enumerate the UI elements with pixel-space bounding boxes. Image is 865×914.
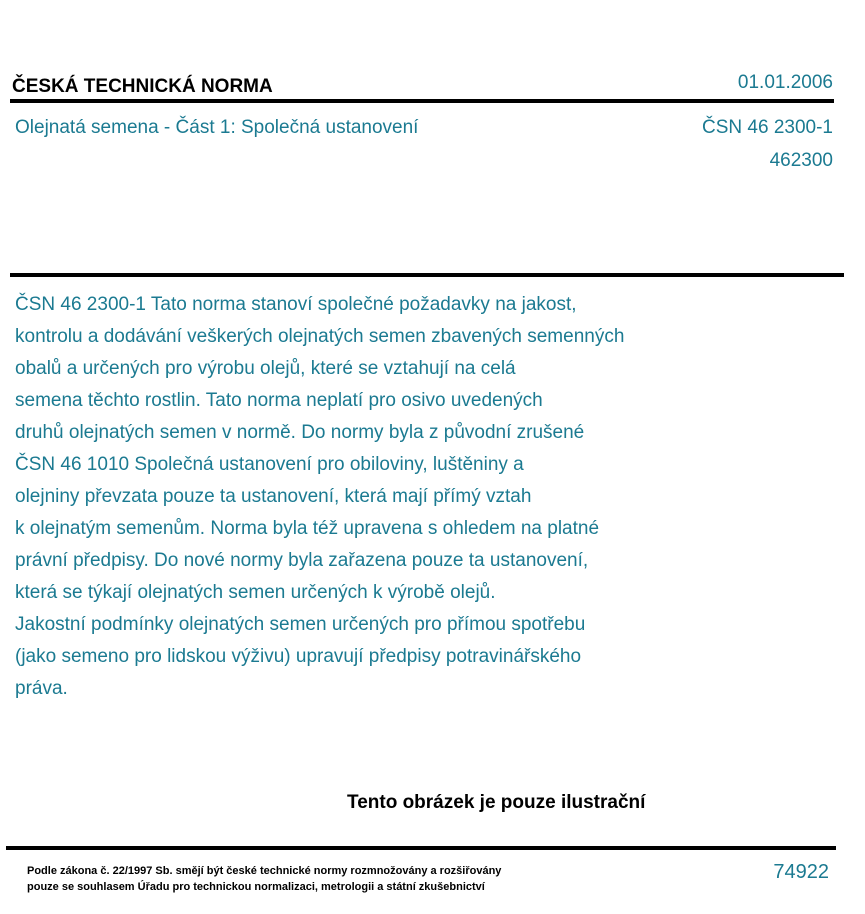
- abstract-line: ČSN 46 1010 Společná ustanovení pro obiloviny, luštěniny a: [15, 454, 524, 475]
- abstract-line: Jakostní podmínky olejnatých semen určených pro přímou spotřebu: [15, 614, 586, 635]
- header-divider: [10, 99, 834, 103]
- abstract-text: [15, 289, 735, 705]
- abstract-line: olejniny převzata pouze ta ustanovení, která mají přímý vztah: [15, 486, 532, 507]
- abstract-line: která se týkají olejnatých semen určených k výrobě olejů.: [15, 582, 496, 603]
- abstract-line: obalů a určených pro výrobu olejů, které se vztahují na celá: [15, 358, 516, 379]
- legal-notice-line: pouze se souhlasem Úřadu pro technickou normalizaci, metrologii a státní zkušebnictví: [27, 881, 485, 893]
- abstract-line: ČSN 46 2300-1 Tato norma stanoví společné požadavky na jakost,: [15, 294, 577, 315]
- abstract-line: právní předpisy. Do nové normy byla zařazena pouze ta ustanovení,: [15, 550, 589, 571]
- illustration-note: Tento obrázek je pouze ilustrační: [347, 792, 646, 813]
- abstract-line: kontrolu a dodávání veškerých olejnatých semen zbavených semenných: [15, 326, 625, 347]
- abstract-line: semena těchto rostlin. Tato norma neplatí pro osivo uvedených: [15, 390, 543, 411]
- document-header-title: ČESKÁ TECHNICKÁ NORMA: [12, 76, 273, 97]
- abstract-line: práva.: [15, 678, 68, 699]
- section-divider: [10, 273, 844, 277]
- standard-number: ČSN 46 2300-1: [702, 117, 833, 138]
- publication-date: 01.01.2006: [737, 72, 833, 93]
- abstract-line: k olejnatým semenům. Norma byla též upravena s ohledem na platné: [15, 518, 600, 539]
- footer-divider: [6, 846, 836, 850]
- standard-title: Olejnatá semena - Část 1: Společná ustanovení: [15, 117, 419, 138]
- standard-code: 462300: [769, 150, 833, 171]
- abstract-line: (jako semeno pro lidskou výživu) upravují předpisy potravinářského: [15, 646, 582, 667]
- legal-notice-line: Podle zákona č. 22/1997 Sb. smějí být české technické normy rozmnožovány a rozšiřovány: [27, 865, 502, 877]
- abstract-line: druhů olejnatých semen v normě. Do normy byla z původní zrušené: [15, 422, 585, 443]
- catalog-number: 74922: [773, 861, 829, 883]
- legal-notice: [27, 863, 501, 895]
